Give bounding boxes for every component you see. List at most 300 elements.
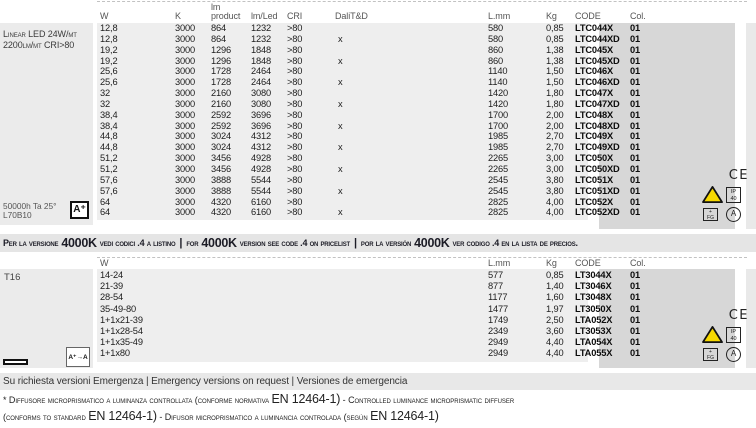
footnote-en: - Controlled luminance microprismatic diffuser xyxy=(342,395,515,405)
cell-color: 01 xyxy=(630,207,641,218)
cell-weight: 3,60 xyxy=(546,325,564,336)
footnote-it: * Diffusore microprismatico a luminanza controllata (conforme normativa xyxy=(3,395,270,405)
cell-kelvin: 3000 xyxy=(175,185,196,196)
cell-wattage: 25,6 xyxy=(100,66,118,77)
cell-wattage: 1+1x80 xyxy=(100,348,130,359)
cell-wattage: 44,8 xyxy=(100,142,118,153)
footnote-standard: EN 12464-1) xyxy=(370,408,439,423)
cell-kelvin: 3000 xyxy=(175,174,196,185)
cell-color: 01 xyxy=(630,77,641,88)
cell-kelvin: 3000 xyxy=(175,163,196,174)
cell-cri: >80 xyxy=(287,23,303,33)
cell-wattage: 12,8 xyxy=(100,23,118,33)
cell-lm-product: 3024 xyxy=(211,131,232,142)
f-icon-top: + xyxy=(709,349,712,355)
cell-lm-led: 1232 xyxy=(251,33,272,44)
ip40-icon xyxy=(726,187,741,203)
cell-code: LTC050X xyxy=(575,153,614,164)
luminaire-profile-image xyxy=(3,359,28,365)
cell-wattage: 51,2 xyxy=(100,153,118,164)
cell-cri: >80 xyxy=(287,131,303,142)
cell-kelvin: 3000 xyxy=(175,196,196,207)
cell-cri: >80 xyxy=(287,142,303,153)
cell-cri: >80 xyxy=(287,185,303,196)
cell-weight: 3,00 xyxy=(546,163,564,174)
notice-4000k-value: 4000K xyxy=(201,236,237,250)
f-icon-top: + xyxy=(709,209,712,215)
column-header-lm-product-line2: product xyxy=(211,11,241,21)
table-row xyxy=(0,34,756,45)
cell-color: 01 xyxy=(630,33,641,44)
cell-weight: 4,40 xyxy=(546,337,564,348)
cell-wattage: 35-49-80 xyxy=(100,303,137,314)
notice-en-post: version see code .4 on pricelist xyxy=(239,238,351,248)
lifetime-line1: 50000h Ta 25° xyxy=(3,201,57,211)
cell-kelvin: 3000 xyxy=(175,44,196,55)
cell-cri: >80 xyxy=(287,153,303,164)
cell-code: LTC049XD xyxy=(575,142,620,153)
cell-weight: 1,80 xyxy=(546,98,564,109)
cell-lm-product: 3456 xyxy=(211,163,232,174)
table-row xyxy=(0,56,756,67)
cell-cri: >80 xyxy=(287,77,303,88)
cell-wattage: 57,6 xyxy=(100,174,118,185)
table-row xyxy=(0,304,756,315)
notice-es-pre: por la versión xyxy=(360,238,412,248)
cell-kelvin: 3000 xyxy=(175,131,196,142)
ip-icon-top: IP xyxy=(730,329,737,335)
table-row xyxy=(0,88,756,99)
cell-length: 1477 xyxy=(488,303,509,314)
f-icon-bottom: FG xyxy=(707,214,714,221)
column-header-dali: DaliT&D xyxy=(335,11,368,21)
cell-lm-product: 2592 xyxy=(211,120,232,131)
cell-weight: 3,00 xyxy=(546,153,564,164)
cell-color: 01 xyxy=(630,153,641,164)
cell-lm-product: 864 xyxy=(211,23,227,33)
cell-weight: 1,80 xyxy=(546,88,564,99)
cell-lm-led: 1232 xyxy=(251,23,272,33)
energy-class-range-badge: A⁺→A xyxy=(66,347,90,367)
cell-lm-product: 1728 xyxy=(211,66,232,77)
ce-mark-icon: CE xyxy=(728,168,749,183)
flammable-surface-f-icon xyxy=(703,348,718,361)
cell-lm-product: 4320 xyxy=(211,196,232,207)
cell-color: 01 xyxy=(630,88,641,99)
cell-lm-led: 2464 xyxy=(251,77,272,88)
cell-cri: >80 xyxy=(287,174,303,185)
cell-weight: 2,70 xyxy=(546,142,564,153)
table-row xyxy=(0,66,756,77)
cell-dali: x xyxy=(338,77,343,88)
cell-lm-led: 6160 xyxy=(251,196,272,207)
cell-length: 1700 xyxy=(488,120,509,131)
cell-kelvin: 3000 xyxy=(175,142,196,153)
cell-wattage: 51,2 xyxy=(100,163,118,174)
cell-color: 01 xyxy=(630,98,641,109)
flammable-surface-f-icon xyxy=(703,208,718,221)
table-row xyxy=(0,45,756,56)
cell-kelvin: 3000 xyxy=(175,98,196,109)
column-header-length: L.mm xyxy=(488,258,511,268)
cell-code: LT3044X xyxy=(575,270,612,280)
column-header-cri: CRI xyxy=(287,11,303,21)
cell-weight: 2,00 xyxy=(546,109,564,120)
column-header-wattage: W xyxy=(100,11,109,21)
cell-kelvin: 3000 xyxy=(175,23,196,33)
cell-dali: x xyxy=(338,33,343,44)
cell-length: 2349 xyxy=(488,325,509,336)
lifetime-line2: L70B10 xyxy=(3,210,32,220)
cell-lm-product: 3888 xyxy=(211,185,232,196)
cell-length: 1700 xyxy=(488,109,509,120)
footnote-standard: EN 12464-1) xyxy=(271,392,341,406)
cell-color: 01 xyxy=(630,131,641,142)
certification-icons xyxy=(701,308,753,366)
cell-weight: 1,50 xyxy=(546,66,564,77)
notice-4000k-value: 4000K xyxy=(414,236,450,250)
cell-weight: 1,40 xyxy=(546,281,564,292)
footnote-en-cont: (conforms to standard xyxy=(3,411,86,422)
cell-weight: 4,00 xyxy=(546,207,564,218)
ip-icon-bottom: 40 xyxy=(730,335,737,342)
cell-cri: >80 xyxy=(287,98,303,109)
cell-color: 01 xyxy=(630,303,641,314)
ip40-icon xyxy=(726,327,741,343)
table-row xyxy=(0,281,756,292)
cell-length: 1985 xyxy=(488,142,509,153)
cell-length: 1420 xyxy=(488,98,509,109)
notice-en-pre: for xyxy=(186,238,199,248)
cell-color: 01 xyxy=(630,196,641,207)
cell-weight: 0,85 xyxy=(546,23,564,33)
cell-cri: >80 xyxy=(287,163,303,174)
f-icon-bottom: FG xyxy=(707,354,714,361)
emergency-versions-strip xyxy=(0,373,756,390)
cell-lm-led: 1848 xyxy=(251,55,272,66)
table-row xyxy=(0,99,756,110)
cell-lm-product: 1296 xyxy=(211,44,232,55)
cell-length: 2825 xyxy=(488,207,509,218)
cell-weight: 1,60 xyxy=(546,292,564,303)
cell-lm-product: 3888 xyxy=(211,174,232,185)
table-row xyxy=(0,164,756,175)
cell-kelvin: 3000 xyxy=(175,120,196,131)
cell-code: LTC052XD xyxy=(575,207,620,218)
cell-cri: >80 xyxy=(287,44,303,55)
lamp-type-label: T16 xyxy=(4,272,21,283)
cell-dali: x xyxy=(338,163,343,174)
cell-kelvin: 3000 xyxy=(175,109,196,120)
cell-dali: x xyxy=(338,185,343,196)
cell-lm-product: 864 xyxy=(211,33,227,44)
column-header-lm-led: lm/Led xyxy=(251,11,278,21)
table-row xyxy=(0,207,756,218)
cell-kelvin: 3000 xyxy=(175,153,196,164)
cell-lm-led: 2464 xyxy=(251,66,272,77)
cell-length: 860 xyxy=(488,44,504,55)
table-row xyxy=(0,175,756,186)
footnote xyxy=(3,392,753,425)
cell-color: 01 xyxy=(630,120,641,131)
cell-lm-product: 1728 xyxy=(211,77,232,88)
cell-wattage: 38,4 xyxy=(100,109,118,120)
cell-length: 1140 xyxy=(488,66,508,77)
cell-length: 2545 xyxy=(488,174,509,185)
cell-code: LTC047XD xyxy=(575,98,620,109)
cell-lm-product: 4320 xyxy=(211,207,232,218)
cell-cri: >80 xyxy=(287,33,303,44)
cell-lm-led: 4312 xyxy=(251,131,272,142)
cell-length: 1749 xyxy=(488,314,509,325)
cell-cri: >80 xyxy=(287,55,303,66)
cell-length: 1420 xyxy=(488,88,509,99)
cell-length: 1985 xyxy=(488,131,509,142)
cell-lm-led: 4928 xyxy=(251,153,272,164)
cell-color: 01 xyxy=(630,55,641,66)
notice-4000k-value: 4000K xyxy=(61,236,97,250)
cell-wattage: 12,8 xyxy=(100,33,118,44)
table-row xyxy=(0,142,756,153)
cell-lm-product: 2160 xyxy=(211,88,232,99)
cell-dali: x xyxy=(338,98,343,109)
table-row xyxy=(0,131,756,142)
cell-color: 01 xyxy=(630,142,641,153)
cell-code: LT3053X xyxy=(575,325,612,336)
insulation-class-a-icon: A xyxy=(726,347,741,362)
table-row xyxy=(0,197,756,208)
cell-wattage: 25,6 xyxy=(100,77,118,88)
cell-code: LT3046X xyxy=(575,281,612,292)
cell-lm-led: 3080 xyxy=(251,88,272,99)
cell-dali: x xyxy=(338,120,343,131)
cell-color: 01 xyxy=(630,44,641,55)
cell-weight: 4,00 xyxy=(546,196,564,207)
cell-weight: 2,00 xyxy=(546,120,564,131)
cell-code: LTC047X xyxy=(575,88,614,99)
certification-icons xyxy=(701,168,753,226)
cell-weight: 4,40 xyxy=(546,348,564,359)
hot-surface-warning-icon xyxy=(702,185,723,204)
cell-color: 01 xyxy=(630,325,641,336)
cell-wattage: 19,2 xyxy=(100,55,118,66)
cell-color: 01 xyxy=(630,174,641,185)
table-row xyxy=(0,270,756,281)
cell-lm-led: 5544 xyxy=(251,174,272,185)
notice-separator: | xyxy=(179,237,183,249)
cell-weight: 0,85 xyxy=(546,270,564,280)
cell-color: 01 xyxy=(630,292,641,303)
cell-wattage: 64 xyxy=(100,196,111,207)
cell-code: LTC048X xyxy=(575,109,614,120)
cell-color: 01 xyxy=(630,23,641,33)
cell-code: LTC046XD xyxy=(575,77,620,88)
hot-surface-warning-icon xyxy=(702,325,723,344)
cell-cri: >80 xyxy=(287,196,303,207)
cell-cri: >80 xyxy=(287,120,303,131)
cell-lm-product: 3456 xyxy=(211,153,232,164)
cell-cri: >80 xyxy=(287,66,303,77)
column-header-code: CODE xyxy=(575,11,601,21)
table-row xyxy=(0,110,756,121)
cell-length: 877 xyxy=(488,281,504,292)
cell-color: 01 xyxy=(630,185,641,196)
cell-code: LTC044X xyxy=(575,23,614,33)
cell-lm-product: 1296 xyxy=(211,55,232,66)
cell-length: 2825 xyxy=(488,196,509,207)
cell-dali: x xyxy=(338,142,343,153)
footnote-line1 xyxy=(3,392,753,409)
cell-code: LTA055X xyxy=(575,348,613,359)
cell-code: LT3048X xyxy=(575,292,612,303)
cell-code: LTA052X xyxy=(575,314,613,325)
cell-length: 2949 xyxy=(488,337,509,348)
product-title-line1: Linear LED 24W/mt xyxy=(3,29,77,39)
cell-code: LTA054X xyxy=(575,337,613,348)
cell-dali: x xyxy=(338,207,343,218)
cell-lm-led: 4312 xyxy=(251,142,272,153)
emergency-text: Su richiesta versioni Emergenza | Emergency versions on request | Versiones de emergencia xyxy=(3,376,408,387)
cell-color: 01 xyxy=(630,314,641,325)
table-row xyxy=(0,153,756,164)
table-row xyxy=(0,23,756,34)
cell-kelvin: 3000 xyxy=(175,66,196,77)
ip-icon-top: IP xyxy=(730,189,737,195)
cell-code: LTC045X xyxy=(575,44,614,55)
column-header-color: Col. xyxy=(630,258,646,268)
cell-length: 580 xyxy=(488,33,504,44)
cell-code: LTC049X xyxy=(575,131,614,142)
table1-header-row xyxy=(0,0,756,23)
cell-wattage: 1+1x28-54 xyxy=(100,325,143,336)
cell-length: 580 xyxy=(488,23,504,33)
cell-weight: 3,80 xyxy=(546,185,564,196)
cell-lm-led: 3696 xyxy=(251,109,272,120)
cell-length: 1140 xyxy=(488,77,508,88)
notice-it-post: vedi codici .4 a listino xyxy=(99,238,176,248)
cell-code: LTC046X xyxy=(575,66,614,77)
column-header-weight: Kg xyxy=(546,258,557,268)
table-row xyxy=(0,121,756,132)
product-title-line2: 2200lm/mt CRI>80 xyxy=(3,39,75,50)
cell-kelvin: 3000 xyxy=(175,77,196,88)
cell-color: 01 xyxy=(630,348,641,359)
table-row xyxy=(0,186,756,197)
notice-es-post: ver codigo .4 en la lista de precios. xyxy=(452,238,578,248)
cell-cri: >80 xyxy=(287,207,303,218)
cell-lm-product: 2160 xyxy=(211,98,232,109)
table1-rows xyxy=(0,23,756,218)
cell-lm-led: 4928 xyxy=(251,163,272,174)
cell-lm-led: 1848 xyxy=(251,44,272,55)
table-row xyxy=(0,348,756,359)
cell-weight: 3,80 xyxy=(546,174,564,185)
footnote-line2 xyxy=(3,409,753,426)
cell-kelvin: 3000 xyxy=(175,88,196,99)
cell-code: LTC050XD xyxy=(575,163,620,174)
cell-length: 2545 xyxy=(488,185,509,196)
table-row xyxy=(0,326,756,337)
cell-color: 01 xyxy=(630,270,641,280)
cell-weight: 1,50 xyxy=(546,77,564,88)
cell-lm-led: 3080 xyxy=(251,98,272,109)
cell-code: LT3050X xyxy=(575,303,612,314)
cell-wattage: 14-24 xyxy=(100,270,124,280)
column-header-length: L.mm xyxy=(488,11,511,21)
cell-color: 01 xyxy=(630,337,641,348)
notice-4000k-bar xyxy=(0,234,756,252)
column-header-lm-product-line1: lm xyxy=(211,2,221,12)
cell-weight: 2,70 xyxy=(546,131,564,142)
cell-lm-led: 6160 xyxy=(251,207,272,218)
table-row xyxy=(0,292,756,303)
ip-icon-bottom: 40 xyxy=(730,195,737,202)
cell-wattage: 38,4 xyxy=(100,120,118,131)
table2-header-row xyxy=(0,257,756,269)
cell-weight: 1,97 xyxy=(546,303,564,314)
cell-weight: 2,50 xyxy=(546,314,564,325)
cell-wattage: 28-54 xyxy=(100,292,124,303)
cell-code: LTC051X xyxy=(575,174,614,185)
cell-wattage: 32 xyxy=(100,88,111,99)
cell-length: 2949 xyxy=(488,348,509,359)
cell-kelvin: 3000 xyxy=(175,55,196,66)
cell-wattage: 57,6 xyxy=(100,185,118,196)
column-header-code: CODE xyxy=(575,258,601,268)
table-row xyxy=(0,77,756,88)
cell-weight: 1,38 xyxy=(546,55,564,66)
cell-color: 01 xyxy=(630,109,641,120)
cell-lm-product: 3024 xyxy=(211,142,232,153)
cell-wattage: 64 xyxy=(100,207,111,218)
footnote-es: - Difusor microprismatico a luminancia controlada (según xyxy=(159,411,368,422)
table-row xyxy=(0,337,756,348)
cell-color: 01 xyxy=(630,66,641,77)
cell-wattage: 32 xyxy=(100,98,111,109)
cell-color: 01 xyxy=(630,281,641,292)
cell-code: LTC044XD xyxy=(575,33,620,44)
table2-rows xyxy=(0,270,756,360)
cell-length: 860 xyxy=(488,55,504,66)
column-header-color: Col. xyxy=(630,11,646,21)
cell-lm-led: 5544 xyxy=(251,185,272,196)
cell-code: LTC048XD xyxy=(575,120,620,131)
energy-class-badge: A⁺ xyxy=(70,201,89,219)
footnote-standard: EN 12464-1) xyxy=(88,408,157,423)
cell-kelvin: 3000 xyxy=(175,207,196,218)
cell-kelvin: 3000 xyxy=(175,33,196,44)
cell-color: 01 xyxy=(630,163,641,174)
cell-cri: >80 xyxy=(287,88,303,99)
cell-length: 577 xyxy=(488,270,504,280)
notice-it-pre: Per la versione xyxy=(3,238,59,248)
column-header-kelvin: K xyxy=(175,11,181,21)
table-row xyxy=(0,315,756,326)
cell-lm-led: 3696 xyxy=(251,120,272,131)
notice-separator: | xyxy=(354,237,357,249)
cell-dali: x xyxy=(338,55,343,66)
cell-wattage: 19,2 xyxy=(100,44,118,55)
cell-wattage: 1+1x35-49 xyxy=(100,337,143,348)
column-header-weight: Kg xyxy=(546,11,557,21)
insulation-class-a-icon: A xyxy=(726,207,741,222)
cell-wattage: 1+1x21-39 xyxy=(100,314,143,325)
cell-weight: 1,38 xyxy=(546,44,564,55)
cell-code: LTC052X xyxy=(575,196,614,207)
cell-cri: >80 xyxy=(287,109,303,120)
cell-weight: 0,85 xyxy=(546,33,564,44)
column-header-wattage: W xyxy=(100,258,109,268)
